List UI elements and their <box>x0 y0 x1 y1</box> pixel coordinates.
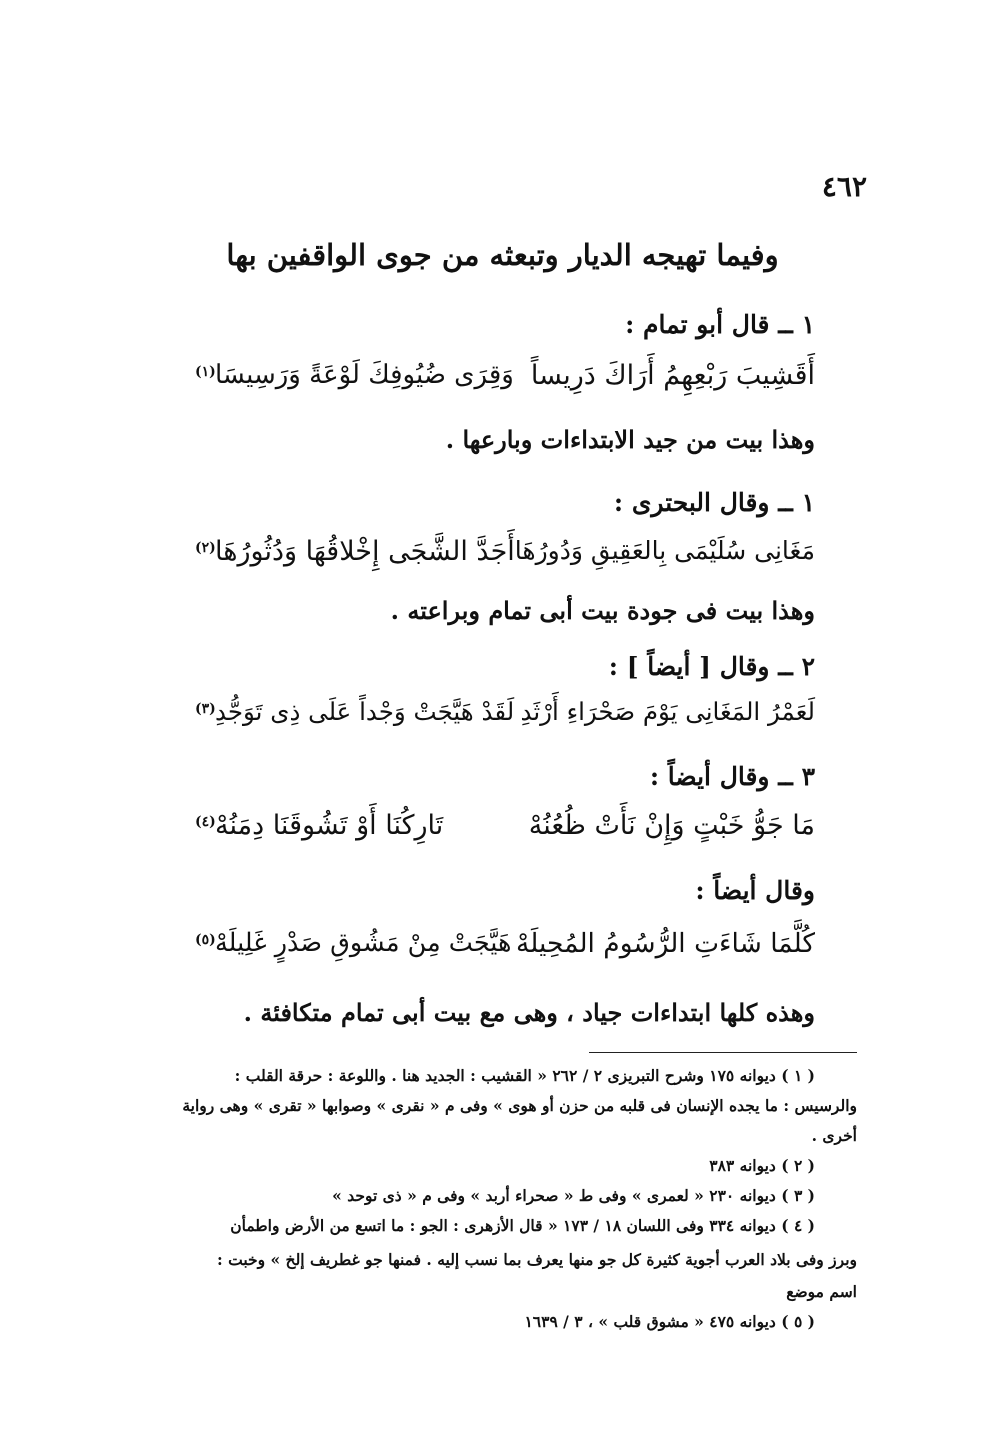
footnote-line: ( ٤ ) ديوانه ٣٣٤ وفى اللسان ١٨ / ١٧٣ « قال الأزهرى : الجو : ما اتسع من الأرض واطمأن <box>230 1216 815 1235</box>
footnote-marker: (٣) <box>195 701 216 717</box>
verse-commentary: وهذا بيت فى جودة بيت أبى تمام وبراعته . <box>390 596 815 625</box>
section-heading: وفيما تهيجه الديار وتبعثه من جوى الواقفين بها <box>226 238 779 272</box>
footnote-separator <box>589 1052 857 1053</box>
verse-second-hemistich: أَجَدَّ الشَّجَى إِخْلاقُهَا وَدُثُورُهَا <box>215 536 515 567</box>
verse-line <box>195 360 815 408</box>
footnote-line: وبرز وفى بلاد العرب أجوية كثيرة كل جو منها يعرف بما نسب إليه . فمنها جو غطريف إلخ » وخبت : <box>217 1250 857 1269</box>
verse-intro: ١ ــ قال أبو تمام : <box>625 310 815 339</box>
footnote-line: ( ٥ ) ديوانه ٤٧٥ « مشوق قلب » ، ٣ / ١٦٣٩ <box>524 1312 815 1331</box>
footnote-marker: (١) <box>195 364 216 380</box>
verse-commentary: وهذا بيت من جيد الابتداءات وبارعها . <box>445 425 815 454</box>
verse-first-hemistich: لَعَمْرُ المَغَانِى يَوْمَ صَحْرَاءِ أَرْثَدِ <box>520 697 815 726</box>
verse-first-hemistich: كُلَّمَا شَاءَتِ الرُّسُومُ المُحِيلَهْ <box>516 928 815 959</box>
footnote-marker: (٢) <box>195 540 216 556</box>
verse-intro: ٢ ــ وقال [ أيضاً ] : <box>608 652 815 681</box>
footnote-line: والرسيس : ما يجده الإنسان فى قلبه من حزن أو هوى » وفى م « نقرى » وصوابها « تقرى » وهى رواية <box>182 1096 857 1115</box>
verse-first-hemistich: مَا جَوُّ خَبْتٍ وَإِنْ نَأَتْ ظُعُنُهْ <box>528 810 815 841</box>
verse-second-hemistich: لَقَدْ هَيَّجَتْ وَجْداً عَلَى ذِى تَوَجُّدِ <box>215 697 515 726</box>
footnote-line: ( ١ ) ديوانه ١٧٥ وشرح التبريزى ٢ / ٢٦٢ « القشيب : الجديد هنا . واللوعة : حرقة القلب : <box>234 1066 815 1085</box>
footnote-line: اسم موضع <box>786 1282 857 1301</box>
verse-line <box>195 536 815 584</box>
footnote-line: ( ٢ ) ديوانه ٣٨٣ <box>709 1156 815 1175</box>
footnote-line: ( ٣ ) ديوانه ٢٣٠ « لعمرى » وفى ط « صحراء أربد » وفى م « ذى توحد » <box>332 1186 815 1205</box>
verse-second-hemistich: هَيَّجَتْ مِنْ مَشُوقِ صَدْرٍ غَلِيلَهْ <box>215 928 512 958</box>
verse-line <box>195 928 815 976</box>
verse-first-hemistich: مَغَانِى سُلَيْمَى بِالعَقِيقِ وَدُورُهَا <box>514 536 815 565</box>
verse-intro: ١ ــ وقال البحترى : <box>613 488 815 517</box>
verse-line <box>195 810 815 858</box>
verse-second-hemistich: تَارِكُنَا أَوْ تَشُوقَنَا دِمَنُهْ <box>215 810 444 841</box>
footnote-marker: (٤) <box>195 814 216 830</box>
footnote-line: أخرى . <box>811 1126 857 1145</box>
verse-commentary: وهذه كلها ابتداءات جياد ، وهى مع بيت أبى تمام متكافئة . <box>243 998 815 1027</box>
verse-line <box>195 697 815 745</box>
verse-intro: ٣ ــ وقال أيضاً : <box>649 762 815 791</box>
footnote-marker: (٥) <box>195 932 216 948</box>
verse-second-hemistich: وَقِرَى ضُيُوفِكَ لَوْعَةً وَرَسِيسَا <box>215 360 514 390</box>
verse-first-hemistich: أَقَشِيبَ رَبْعِهِمُ أَرَاكَ دَرِيساً <box>530 360 815 391</box>
verse-intro: وقال أيضاً : <box>695 876 815 905</box>
page-number: ٤٦٢ <box>821 170 867 203</box>
